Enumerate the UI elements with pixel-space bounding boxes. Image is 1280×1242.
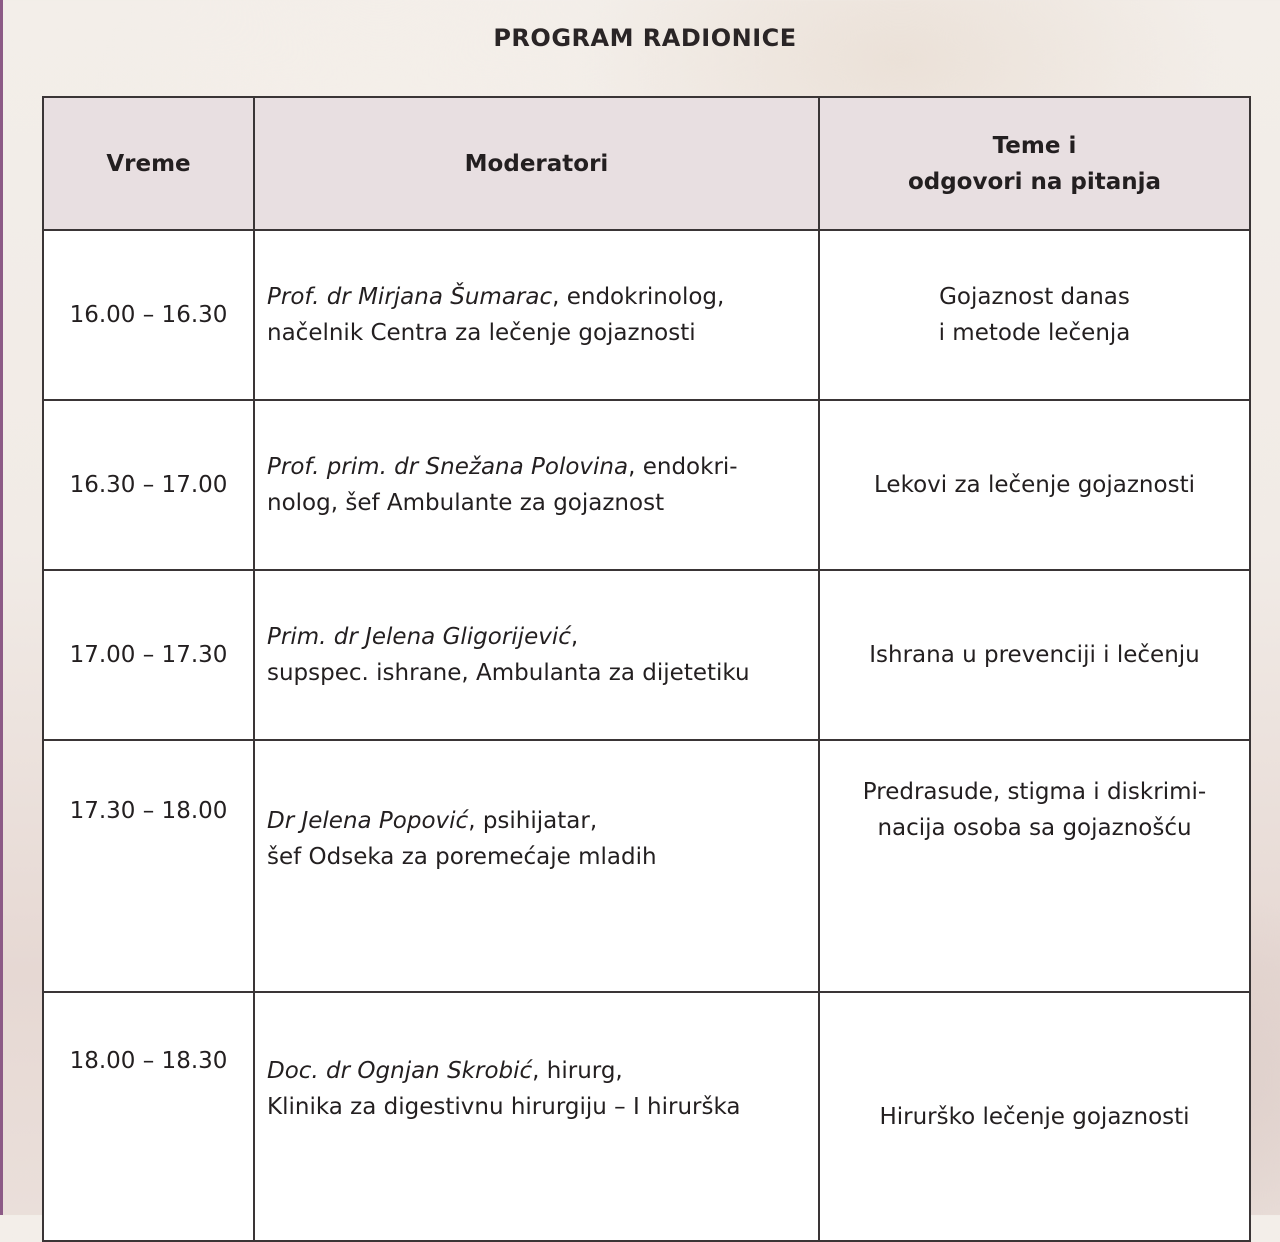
topic-line1: Gojaznost danas [939,284,1130,310]
moderator-cell [254,230,819,400]
topic-line2: i metode lečenja [938,320,1131,346]
table-row [43,740,1250,992]
moderator-cell [254,740,819,992]
moderator-line1 [267,803,808,839]
moderator-line2: načelnik Centra za lečenje gojaznosti [267,320,696,346]
header-moderators [254,97,819,230]
header-moderators-label: Moderatori [464,150,609,177]
header-topics [819,97,1250,230]
moderator-cell [254,570,819,740]
moderator-title: , hirurg, [532,1058,623,1084]
moderator-line2: Klinika za digestivnu hirurgiju – I hirurška [267,1094,741,1120]
moderator-name: Prim. dr Jelena Gligorijević [267,624,571,650]
time-cell: 16.30 – 17.00 [43,400,254,570]
moderator-cell [254,400,819,570]
table-header-row [43,97,1250,230]
topic-line1: Hirurško lečenje gojaznosti [879,1103,1190,1130]
table-row [43,230,1250,400]
header-topics-line1: Teme i [992,132,1077,159]
time-cell: 18.00 – 18.30 [43,992,254,1241]
moderator-line2: šef Odseka za poremećaje mladih [267,844,657,870]
moderator-title: , endokri- [628,454,738,480]
moderator-title: , [570,624,579,650]
topic-cell [819,570,1250,740]
topic-cell [819,230,1250,400]
topic-cell [819,400,1250,570]
header-topics-line2: odgovori na pitanja [907,168,1162,195]
moderator-cell [254,992,819,1241]
topic-line1: Ishrana u prevenciji i lečenju [869,642,1200,668]
time-cell: 17.00 – 17.30 [43,570,254,740]
moderator-line2: supspec. ishrane, Ambulanta za dijetetiku [267,660,750,686]
moderator-title: , psihijatar, [468,808,598,834]
moderator-name: Doc. dr Ognjan Skrobić [267,1058,533,1084]
page-title: PROGRAM RADIONICE [493,24,797,52]
moderator-line1 [267,449,808,485]
topic-line1: Predrasude, stigma i diskrimi- [862,779,1207,805]
topic-cell [819,740,1250,992]
moderator-name: Dr Jelena Popović [267,808,469,834]
topic-line1: Lekovi za lečenje gojaznosti [874,472,1195,498]
left-accent-rule [0,0,3,1215]
header-time-label: Vreme [106,150,191,177]
table-row [43,400,1250,570]
header-time [43,97,254,230]
moderator-name: Prof. dr Mirjana Šumarac [267,284,553,310]
program-table [42,96,1251,1242]
table-row [43,992,1250,1241]
topic-line2: nacija osoba sa gojaznošću [877,815,1192,841]
topic-cell [819,992,1250,1241]
time-cell: 17.30 – 18.00 [43,740,254,992]
table-row [43,570,1250,740]
moderator-line1 [267,1053,808,1089]
moderator-title: , endokrinolog, [552,284,725,310]
moderator-line2: nolog, šef Ambulante za gojaznost [267,490,665,516]
time-cell: 16.00 – 16.30 [43,230,254,400]
moderator-line1 [267,619,808,655]
moderator-name: Prof. prim. dr Snežana Polovina [267,454,629,480]
moderator-line1 [267,279,808,315]
